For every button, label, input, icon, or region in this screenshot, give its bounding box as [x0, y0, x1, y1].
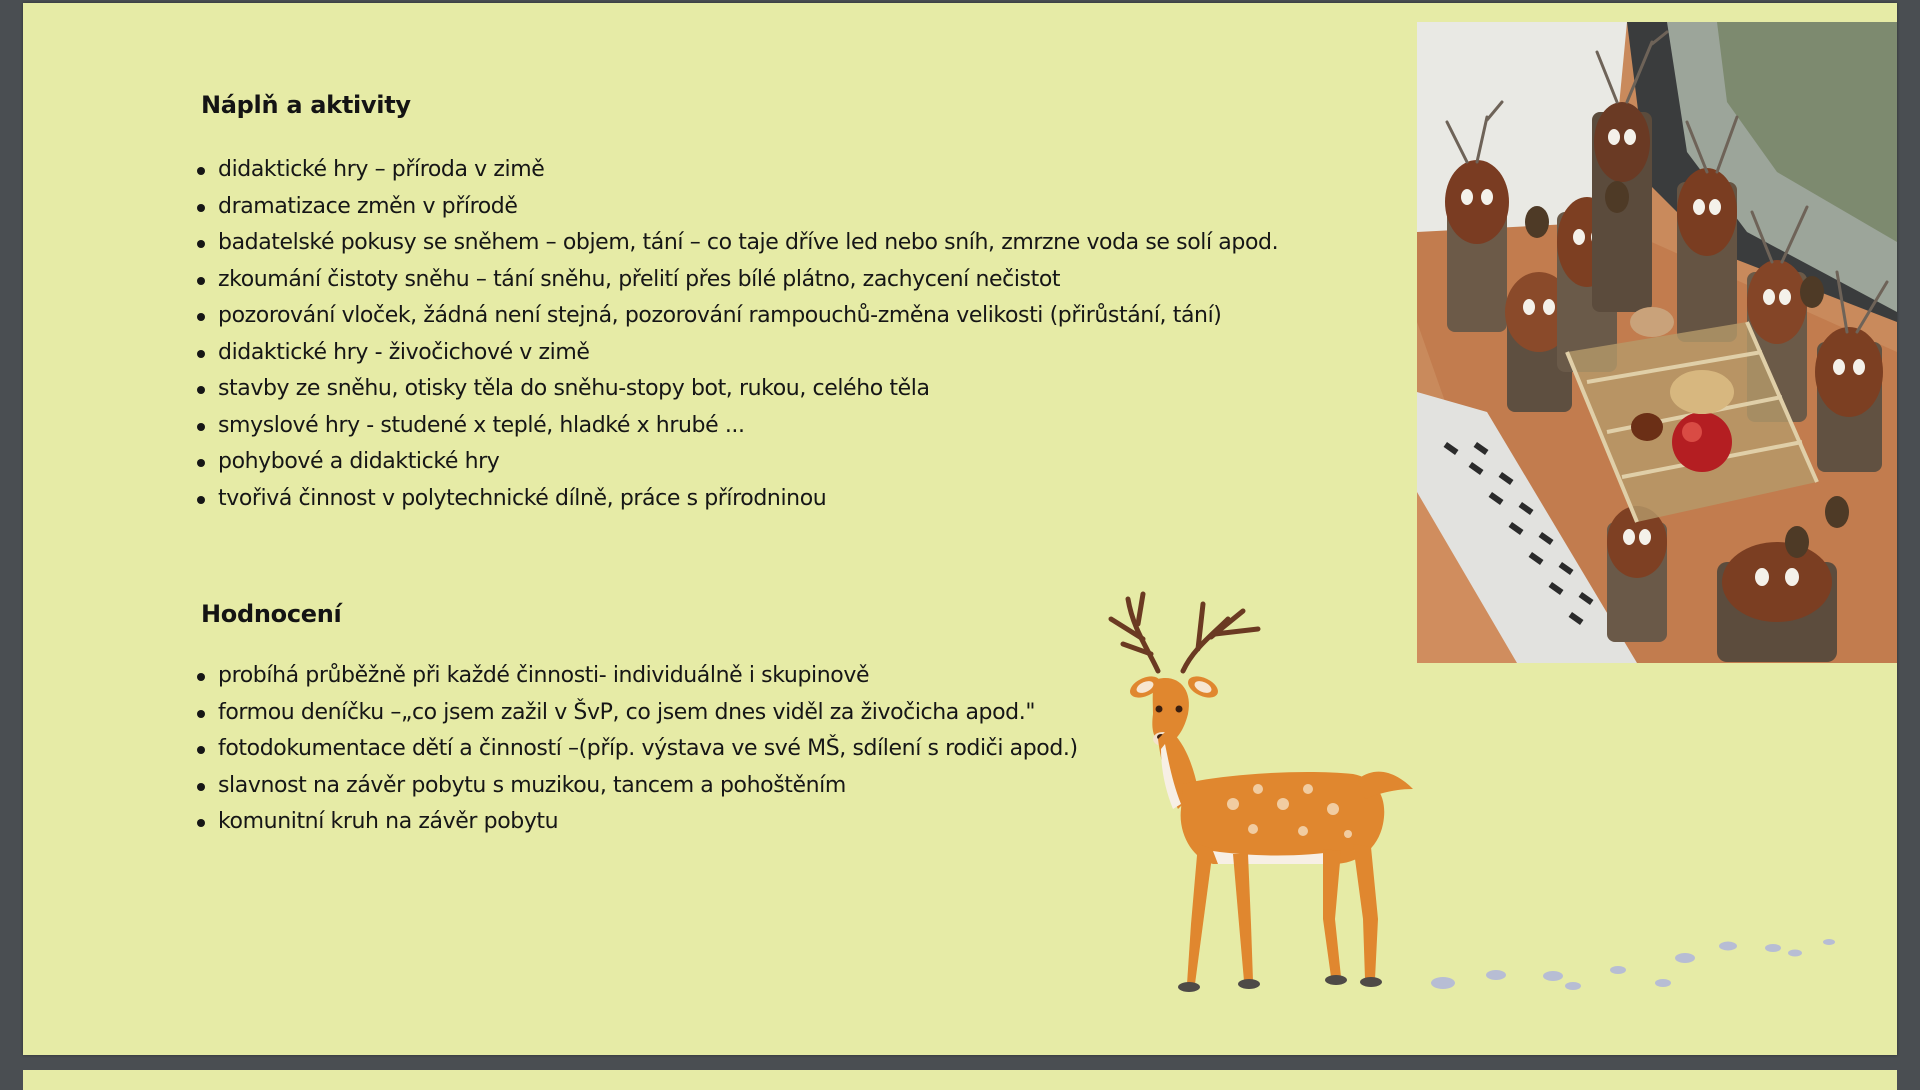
evaluation-list	[173, 658, 1078, 841]
craft-photo	[1417, 22, 1897, 663]
heading-activities: Náplň a aktivity	[201, 91, 411, 119]
list-item: badatelské pokusy se sněhem – objem, tání – co taje dříve led nebo sníh, zmrzne voda se solí apod.	[218, 225, 1278, 262]
list-item: zkoumání čistoty sněhu – tání sněhu, přelití přes bílé plátno, zachycení nečistot	[218, 262, 1278, 299]
list-item: pozorování vloček, žádná není stejná, pozorování rampouchů-změna velikosti (přirůstání, tání)	[218, 298, 1278, 335]
list-item: pohybové a didaktické hry	[218, 444, 1278, 481]
list-item: stavby ze sněhu, otisky těla do sněhu-stopy bot, rukou, celého těla	[218, 371, 1278, 408]
list-item: probíhá průběžně při každé činnosti- individuálně i skupinově	[218, 658, 1078, 695]
craft-photo-icon	[1417, 22, 1897, 663]
list-item: komunitní kruh na závěr pobytu	[218, 804, 1078, 841]
heading-evaluation: Hodnocení	[201, 600, 342, 628]
list-item: formou deníčku –„co jsem zažil v ŠvP, co jsem dnes viděl za živočicha apod."	[218, 695, 1078, 732]
deer-illustration-icon	[1103, 589, 1448, 999]
list-item: dramatizace změn v přírodě	[218, 189, 1278, 226]
activities-list	[173, 152, 1278, 517]
list-item: didaktické hry - živočichové v zimě	[218, 335, 1278, 372]
list-item: fotodokumentace dětí a činností –(příp. výstava ve své MŠ, sdílení s rodiči apod.)	[218, 731, 1078, 768]
list-item: slavnost na závěr pobytu s muzikou, tancem a pohoštěním	[218, 768, 1078, 805]
animal-tracks-icon	[1423, 928, 1920, 998]
document-page	[23, 3, 1897, 1055]
next-page-edge	[23, 1070, 1897, 1090]
list-item: didaktické hry – příroda v zimě	[218, 152, 1278, 189]
list-item: tvořivá činnost v polytechnické dílně, práce s přírodninou	[218, 481, 1278, 518]
list-item: smyslové hry - studené x teplé, hladké x hrubé ...	[218, 408, 1278, 445]
